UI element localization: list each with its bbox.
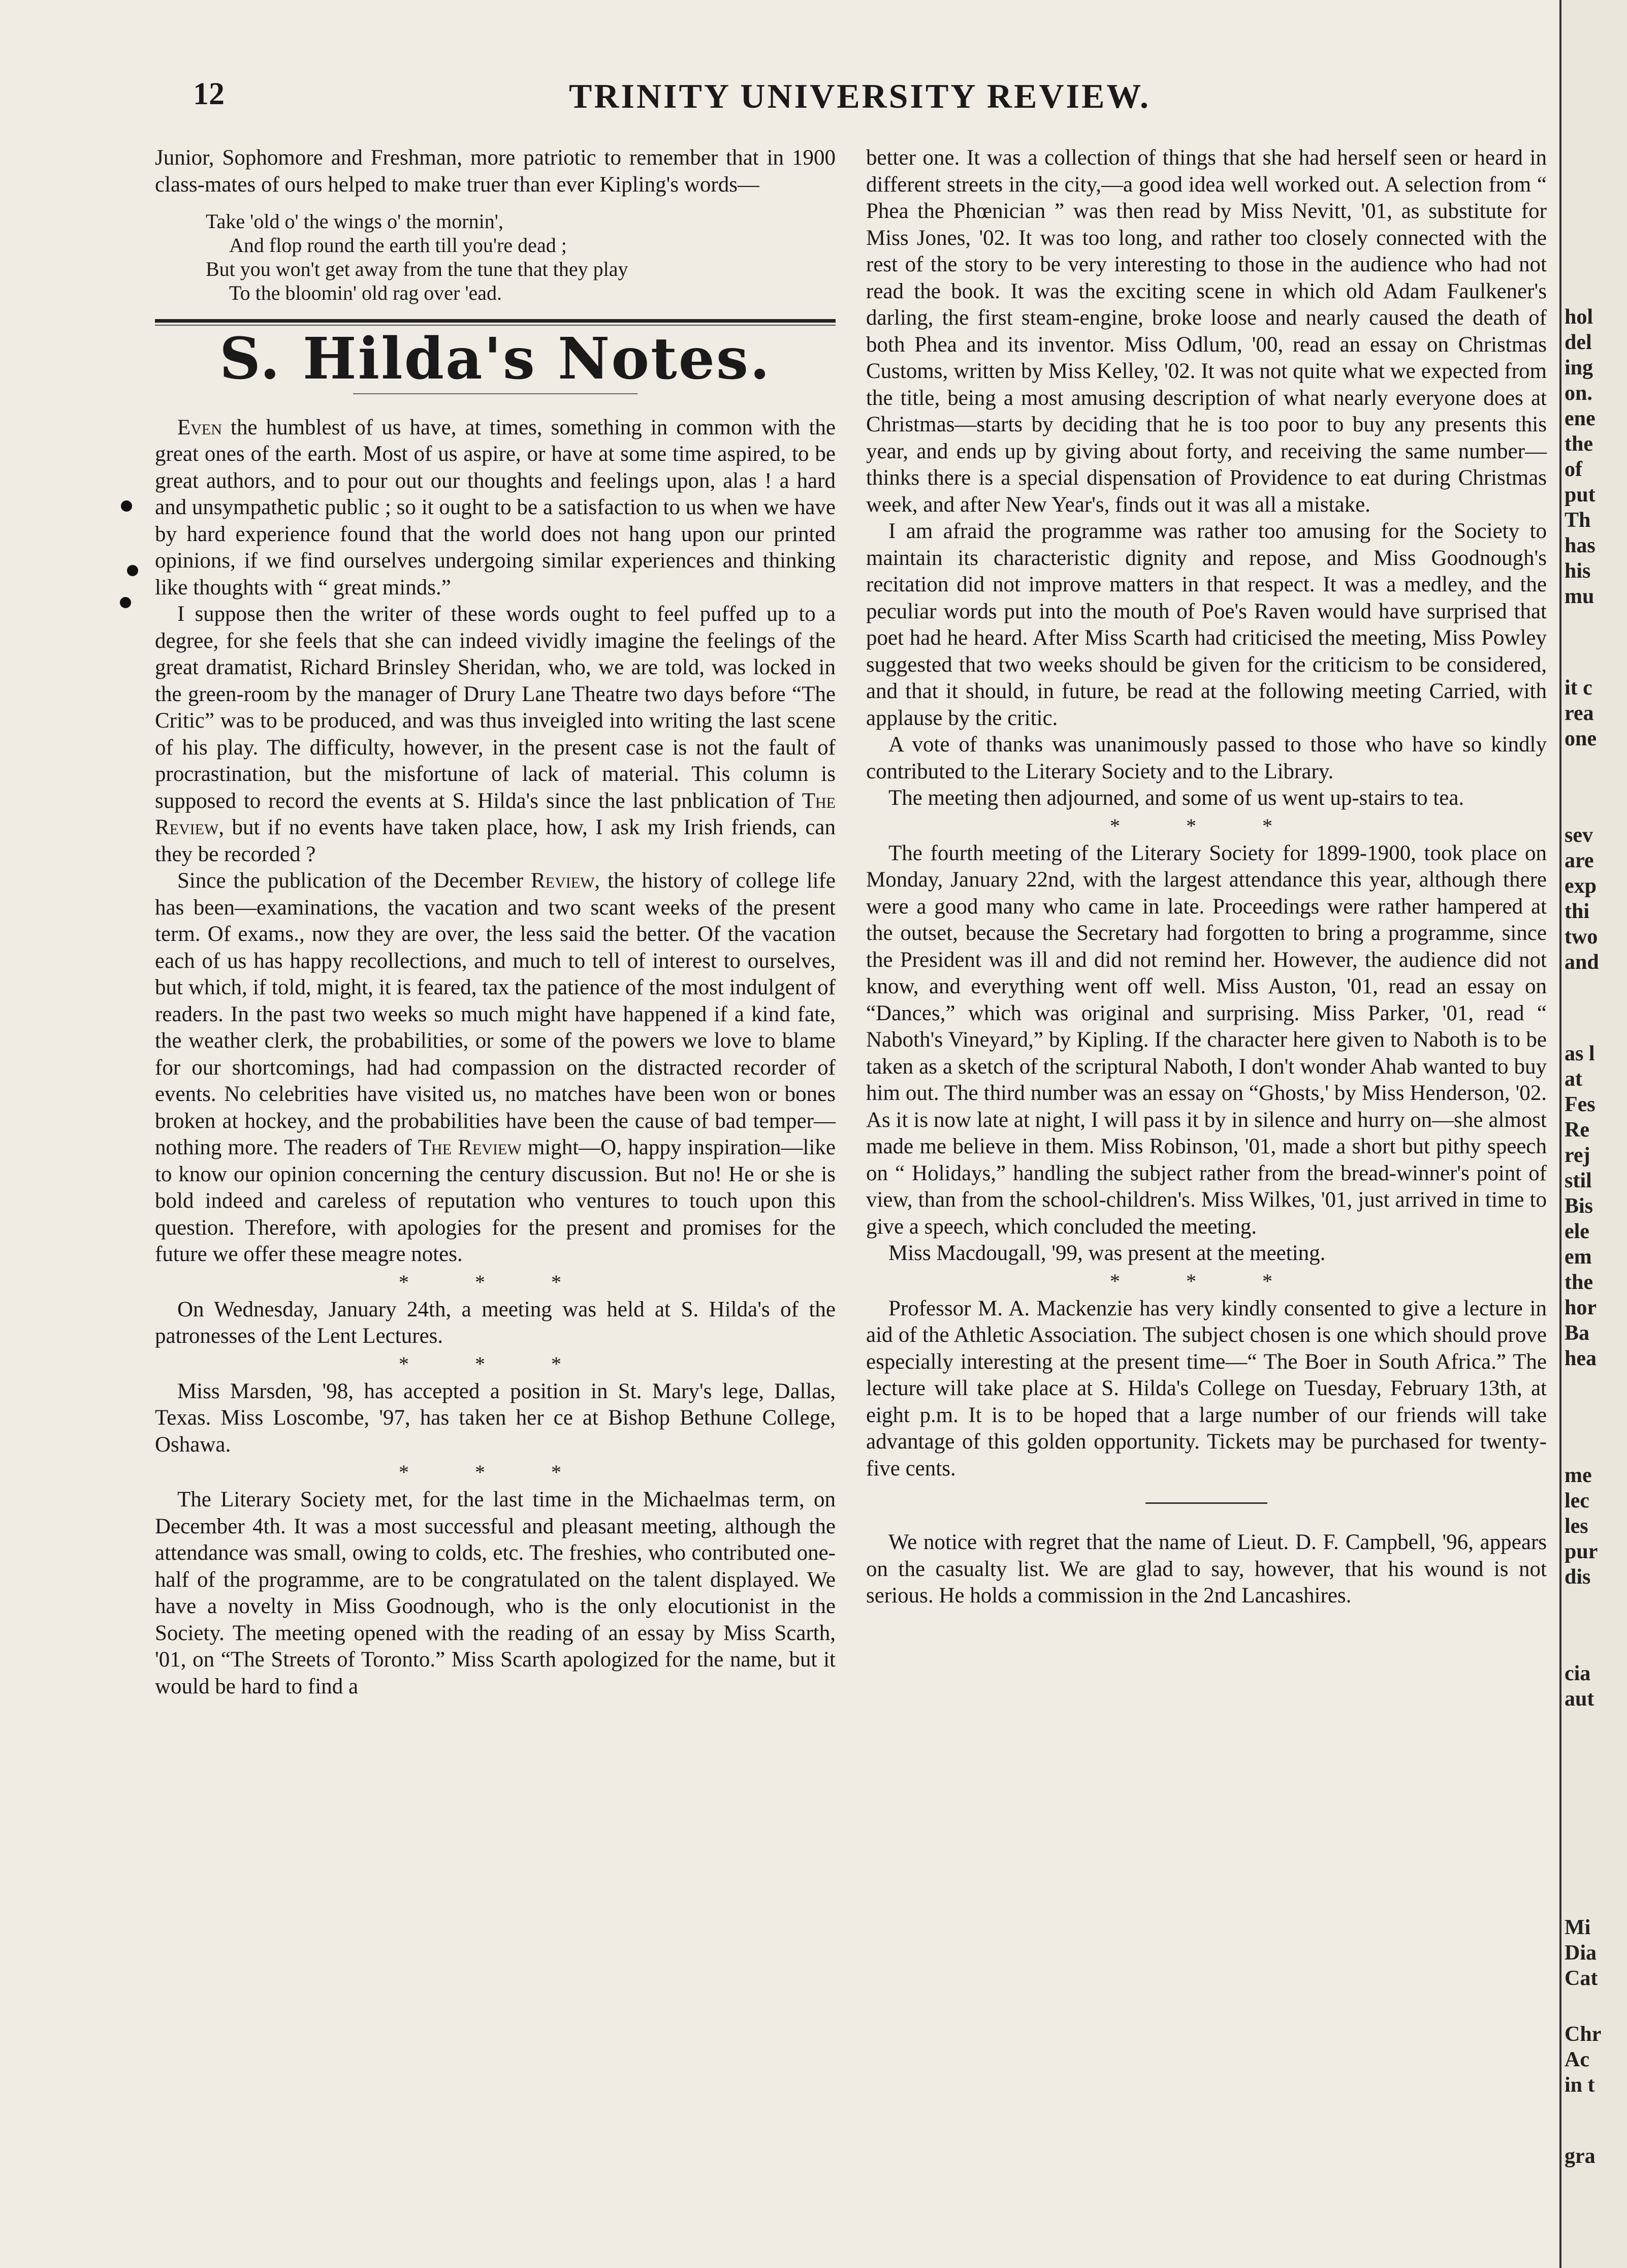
page-header	[152, 71, 1575, 132]
edge-fragment: cia	[1565, 1662, 1591, 1685]
edge-fragment: rea	[1565, 702, 1594, 725]
journal-reference: The Review	[418, 1136, 522, 1159]
paragraph-text: Since the publication of the December	[177, 869, 531, 893]
edge-fragment: dis	[1565, 1565, 1591, 1589]
section-break-stars: * * *	[399, 1461, 592, 1484]
verse-line: And flop round the earth till you're dead ;	[229, 234, 567, 257]
section-divider-thick	[155, 319, 836, 323]
edge-fragment: Re	[1565, 1118, 1589, 1142]
edge-fragment: hor	[1565, 1296, 1597, 1319]
paragraph-text: might—O, happy inspiration—like to know our opinion concerning the century discussion. But no! He or she is bold indeed and careless of reputation who ventures to touch upon this question. Therefore, with apologies for the present and promises for the future we offer these meagre notes.	[155, 1136, 836, 1266]
margin-ink-spot	[120, 597, 131, 608]
edge-fragment: on.	[1565, 382, 1592, 405]
edge-fragment: Cat	[1565, 1967, 1598, 1990]
margin-ink-spot	[127, 565, 138, 576]
edge-fragment: me	[1565, 1464, 1592, 1487]
edge-fragment: Ba	[1565, 1321, 1590, 1345]
paragraph: The meeting then adjourned, and some of us went up-stairs to tea.	[888, 786, 1464, 810]
margin-ink-spot	[121, 500, 132, 512]
page-number: 12	[193, 77, 225, 111]
edge-fragment: Th	[1565, 509, 1591, 532]
paragraph	[155, 601, 836, 868]
verse-line: Take 'old o' the wings o' the mornin',	[206, 210, 503, 233]
edge-fragment: two	[1565, 925, 1598, 949]
journal-title: TRINITY UNIVERSITY REVIEW.	[569, 77, 1151, 115]
edge-fragment: hol	[1565, 305, 1593, 329]
edge-fragment: aut	[1565, 1687, 1594, 1711]
edge-fragment: as l	[1565, 1042, 1595, 1065]
intro-paragraph: Junior, Sophomore and Freshman, more patriotic to remember that in 1900 class-mates of ours helped to make truer than ever Kipling's words—	[155, 146, 836, 197]
left-column	[155, 145, 836, 1700]
edge-fragment: Chr	[1565, 2023, 1602, 2046]
paragraph: A vote of thanks was unanimously passed to those who have so kindly contributed to the Literary Society and to the Library.	[866, 733, 1547, 783]
verse-line: To the bloomin' old rag over 'ead.	[229, 281, 502, 304]
section-break-stars: * * *	[1110, 814, 1303, 837]
edge-fragment: les	[1565, 1515, 1588, 1538]
right-column	[866, 145, 1547, 1610]
edge-fragment: Fes	[1565, 1093, 1596, 1116]
kipling-verse	[206, 209, 836, 305]
edge-fragment: his	[1565, 559, 1591, 583]
paragraph-text: I suppose then the writer of these words ought to feel puffed up to a degree, for she feels that she can indeed vividly imagine the feelings of the great dramatist, Richard Brinsley Sheridan, who, we are told, was locked in the green-room by the manager of Drury Lane Theatre two days before “The Critic” was to be produced, and was thus inveigled into writing the last scene of his play. The difficulty, however, in the present case is not the fault of procrastination, but the misfortune of lack of material. This column is supposed to record the events at S. Hilda's since the last pnblication of	[155, 602, 836, 813]
paragraph: We notice with regret that the name of Lieut. D. F. Campbell, '96, appears on the casualty list. We are glad to say, however, that his wound is not serious. He holds a commission in the 2nd Lancashires.	[866, 1530, 1547, 1608]
paragraph-text: , but if no events have taken place, how, I ask my Irish friends, can they be recorded ?	[155, 815, 836, 866]
edge-fragment: ene	[1565, 407, 1596, 430]
edge-fragment: thi	[1565, 900, 1590, 923]
heading-rule	[353, 393, 637, 394]
edge-fragment: Ac	[1565, 2048, 1589, 2071]
edge-fragment: gra	[1565, 2145, 1596, 2168]
edge-fragment: del	[1565, 331, 1592, 354]
edge-fragment: one	[1565, 727, 1597, 750]
edge-fragment: it c	[1565, 676, 1592, 700]
paragraph: On Wednesday, January 24th, a meeting was held at S. Hilda's of the patronesses of the Lent Lectures.	[155, 1297, 836, 1348]
paragraph-text: , the history of college life has been—examinations, the vacation and two scant weeks of the present term. Of exams., now they are over, the less said the better. Of the vacation each of us has happy recollections, and much to tell of interest to ourselves, but which, if told, might, it is feared, tax the patience of the most indulgent of readers. In the past two weeks so much might have happened if a kind fate, the weather clerk, the probabilities, or some of the powers we love to blame for our shortcomings, had had compassion on the distracted recorder of events. No celebrities have visited us, no matches have been won or bones broken at hockey, and the probabilities have been the cause of bad temper—nothing more. The readers of	[155, 869, 836, 1159]
edge-fragment: the	[1565, 432, 1593, 456]
edge-fragment: the	[1565, 1271, 1593, 1294]
section-break-stars: * * *	[399, 1270, 592, 1294]
journal-reference: The Review	[155, 789, 836, 839]
edge-fragment: at	[1565, 1067, 1582, 1091]
verse-line: But you won't get away from the tune that they play	[206, 258, 628, 280]
paragraph: Miss Macdougall, '99, was present at the meeting.	[888, 1241, 1326, 1265]
section-title: S. Hilda's Notes.	[219, 326, 772, 392]
edge-fragment: sev	[1565, 824, 1593, 847]
paragraph: The Literary Society met, for the last time in the Michaelmas term, on December 4th. It was a most successful and pleasant meeting, although the attendance was small, owing to colds, etc. The freshies, who contributed one-half of the programme, are to be congratulated on the talent displayed. We have a novelty in Miss Goodnough, who is the only elocutionist in the Society. The meeting opened with the reading of an essay by Miss Scarth, '01, on “The Streets of Toronto.” Miss Scarth apologized for the name, but it would be hard to find a	[155, 1488, 836, 1698]
section-break-stars: * * *	[1110, 1269, 1303, 1293]
edge-fragment: Dia	[1565, 1941, 1597, 1965]
short-divider	[1145, 1502, 1267, 1504]
edge-fragment: pur	[1565, 1540, 1598, 1563]
paragraph-text: the humblest of us have, at times, something in common with the great ones of the earth. Most of us aspire, or have at some time aspired, to be great authors, and to pour out our thoughts and feelings upon, alas ! a hard and unsympathetic public ; so it ought to be a satisfaction to us when we have by hard experience found that the world does not hang upon our printed opinions, if we find ourselves undergoing similar experiences and thinking like thoughts with “ great minds.”	[155, 415, 836, 600]
edge-fragment: mu	[1565, 585, 1594, 608]
edge-fragment: exp	[1565, 874, 1597, 898]
edge-fragment: rej	[1565, 1144, 1590, 1167]
paragraph	[155, 868, 836, 1268]
paragraph	[155, 415, 836, 602]
edge-fragment: in t	[1565, 2073, 1595, 2097]
edge-fragment: put	[1565, 483, 1596, 507]
paragraph: The fourth meeting of the Literary Society for 1899-1900, took place on Monday, January 22nd, with the largest attendance this year, although there were a good many who came in late. Proceedings were rather hampered at the outset, because the Secretary had forgotten to bring a programme, since the President was ill and did not remind her. However, the audience did not know, and everything went off well. Miss Auston, '01, read an essay on “Dances,” which was original and surprising. Miss Parker, '01, read “ Naboth's Vineyard,” by Kipling. If the character here given to Naboth is to be taken as a sketch of the scriptural Naboth, I don't wonder Ahab wanted to buy him out. The third number was an essay on “Ghosts,' by Miss Henderson, '02. As it is now late at night, I will pass it by in silence and hurry on—she almost made me believe in them. Miss Robinson, '01, made a short but pithy speech on “ Holidays,” handling the subject rather from the bread-winner's point of view, than from the school-children's. Miss Wilkes, '01, just arrived in time to give a speech, which concluded the meeting.	[866, 841, 1547, 1239]
paragraph: I am afraid the programme was rather too amusing for the Society to maintain its characteristic dignity and repose, and Miss Goodnough's recitation did not improve matters in that respect. It was a medley, and the peculiar words put into the mouth of Poe's Raven would have surprised that poet had he heard. After Miss Scarth had criticised the meeting, Miss Powley suggested that two weeks should be given for the criticism to be considered, and that it should, in future, be read at the following meeting Carried, with applause by the critic.	[866, 519, 1547, 730]
paragraph: better one. It was a collection of things that she had herself seen or heard in different streets in the city,—a good idea well worked out. A selection from “ Phea the Phœnician ” was then read by Miss Nevitt, '01, as substitute for Miss Jones, '02. It was too long, and rather too closely connected with the rest of the story to be very interesting to those in the audience who had not read the book. It was the exciting scene in which old Adam Faulkener's darling, the first steam-engine, broke loose and nearly caused the death of both Phea and its inventor. Miss Odlum, '00, read an essay on Christmas Customs, written by Miss Kelley, '02. It was not quite what we expected from the title, being a most amusing description of what nearly everyone does at Christmas—starts by deciding that he is too poor to buy any presents this year, and ends up by giving about forty, and receiving the same number—thinks there is a special dispensation of Providence to eat during Christmas week, and after New Year's, finds out it was all a mistake.	[866, 146, 1547, 517]
section-break-stars: * * *	[399, 1352, 592, 1375]
edge-fragment: Mi	[1565, 1916, 1591, 1939]
edge-fragment: are	[1565, 849, 1594, 872]
edge-fragment: ing	[1565, 356, 1593, 380]
edge-fragment: and	[1565, 951, 1599, 974]
edge-fragment: stil	[1565, 1169, 1592, 1192]
edge-fragment: lec	[1565, 1489, 1589, 1513]
edge-fragment: em	[1565, 1245, 1592, 1269]
edge-fragment: hea	[1565, 1347, 1597, 1370]
edge-fragment: of	[1565, 458, 1582, 481]
edge-fragment: Bis	[1565, 1194, 1593, 1218]
edge-fragment: ele	[1565, 1220, 1589, 1243]
drop-word: Even	[177, 415, 222, 439]
paragraph: Miss Marsden, '98, has accepted a position in St. Mary's lege, Dallas, Texas. Miss Loscombe, '97, has taken her ce at Bishop Bethune College, Oshawa.	[155, 1379, 836, 1457]
journal-reference: Review	[531, 869, 595, 893]
paragraph: Professor M. A. Mackenzie has very kindly consented to give a lecture in aid of the Athletic Association. The subject chosen is one which should prove especially interesting at the present time—“ The Boer in South Africa.” The lecture will take place at S. Hilda's College on Tuesday, February 13th, at eight p.m. It is to be hoped that a large number of our friends will take advantage of this golden opportunity. Tickets may be purchased for twenty-five cents.	[866, 1296, 1547, 1480]
edge-fragment: has	[1565, 534, 1596, 557]
